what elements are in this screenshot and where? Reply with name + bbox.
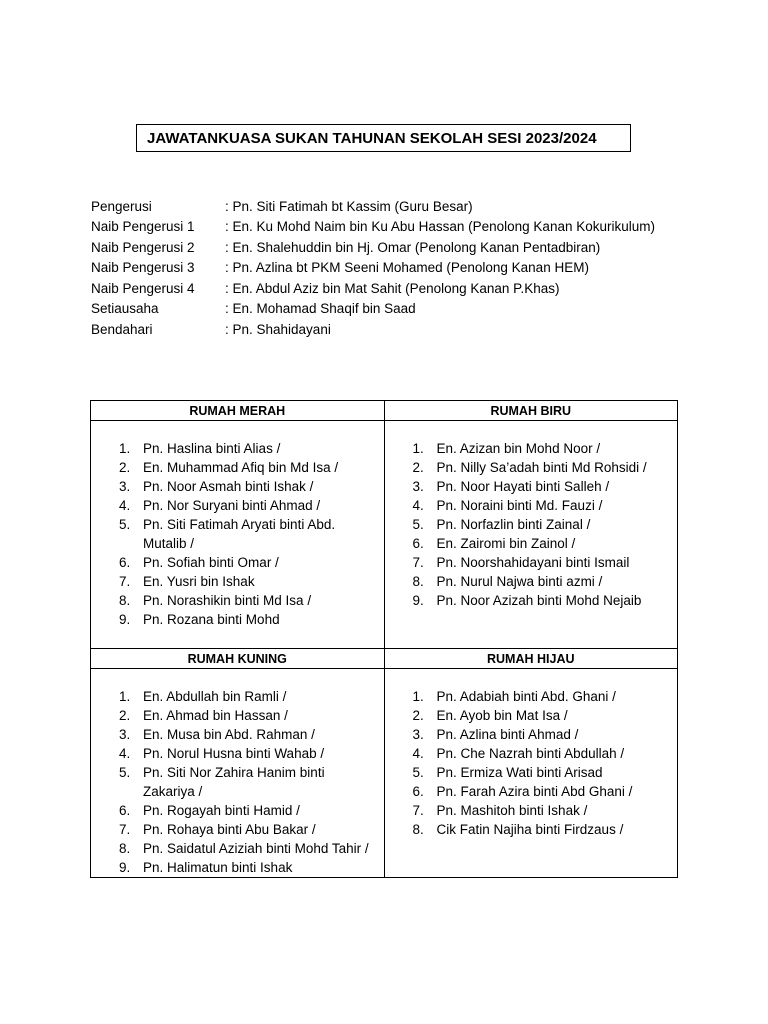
member-name: En. Abdullah bin Ramli / (143, 689, 287, 704)
member-name: Pn. Farah Azira binti Abd Ghani / (436, 784, 633, 799)
member-name: Pn. Nor Suryani binti Ahmad / (143, 498, 321, 513)
member-name: En. Yusri bin Ishak (143, 574, 255, 589)
member-number: 2. (412, 460, 424, 475)
member-name: En. Ayob bin Mat Isa / (436, 708, 568, 723)
member-number: 4. (412, 746, 424, 761)
member-list-kuning (91, 669, 384, 877)
member-item (119, 591, 380, 610)
officer-row (91, 319, 655, 340)
member-item (119, 744, 380, 763)
member-name: Pn. Halimatun binti Ishak (143, 860, 293, 875)
member-number: 6. (412, 784, 424, 799)
member-item (119, 610, 380, 629)
member-number: 6. (119, 555, 131, 570)
member-item (413, 687, 674, 706)
house-cell-biru (384, 421, 678, 649)
member-name: En. Zairomi bin Zainol / (436, 536, 576, 551)
member-name: Pn. Sofiah binti Omar / (143, 555, 279, 570)
member-number: 6. (412, 536, 424, 551)
member-name: Pn. Noraini binti Md. Fauzi / (436, 498, 603, 513)
officer-row (91, 196, 655, 217)
member-item (413, 820, 674, 839)
member-number: 3. (119, 727, 131, 742)
member-number: 9. (119, 612, 131, 627)
member-number: 2. (119, 460, 131, 475)
house-header-row (91, 649, 678, 669)
officer-role: Naib Pengerusi 1 (91, 219, 195, 235)
member-number: 8. (119, 593, 131, 608)
member-number: 3. (412, 479, 424, 494)
member-number: 8. (412, 574, 424, 589)
member-name: Pn. Adabiah binti Abd. Ghani / (436, 689, 616, 704)
member-name: Cik Fatin Najiha binti Firdzaus / (436, 822, 624, 837)
member-name: Pn. Noor Azizah binti Mohd Nejaib (436, 593, 642, 608)
member-list-hijau (385, 669, 678, 839)
member-item (119, 687, 380, 706)
title-text: JAWATANKUASA SUKAN TAHUNAN SEKOLAH SESI 2023/2024 (147, 129, 597, 147)
officer-name: : Pn. Shahidayani (225, 321, 331, 337)
member-number: 3. (119, 479, 131, 494)
member-item (119, 572, 380, 591)
member-number: 2. (412, 708, 424, 723)
officer-name: : En. Shalehuddin bin Hj. Omar (Penolong Kanan Pentadbiran) (225, 239, 601, 255)
officer-row (91, 258, 655, 279)
officer-list (91, 196, 655, 340)
officer-role: Bendahari (91, 321, 153, 337)
member-number: 7. (119, 822, 131, 837)
member-item (413, 458, 674, 477)
member-number: 7. (412, 803, 424, 818)
member-item (119, 477, 380, 496)
member-number: 1. (412, 441, 424, 456)
member-name: Pn. Siti Nor Zahira Hanim binti Zakariya / (143, 765, 325, 799)
member-item (119, 801, 380, 820)
member-item (413, 725, 674, 744)
member-item (413, 534, 674, 553)
member-item (413, 706, 674, 725)
member-name: Pn. Nilly Sa’adah binti Md Rohsidi / (436, 460, 647, 475)
document-title (136, 124, 631, 152)
houses-table (90, 400, 678, 878)
member-name: Pn. Rozana binti Mohd (143, 612, 280, 627)
member-number: 4. (412, 498, 424, 513)
member-item (119, 763, 380, 801)
member-number: 2. (119, 708, 131, 723)
member-name: En. Muhammad Afiq bin Md Isa / (143, 460, 339, 475)
member-name: Pn. Noor Hayati binti Salleh / (436, 479, 610, 494)
member-item (119, 820, 380, 839)
member-item (119, 458, 380, 477)
member-name: Pn. Noor Asmah binti Ishak / (143, 479, 314, 494)
member-item (119, 496, 380, 515)
member-number: 9. (119, 860, 131, 875)
member-name: Pn. Norashikin binti Md Isa / (143, 593, 312, 608)
member-item (119, 553, 380, 572)
member-list-merah (91, 421, 384, 629)
member-item (413, 553, 674, 572)
officer-role: Naib Pengerusi 4 (91, 280, 195, 296)
member-item (413, 591, 674, 610)
member-number: 5. (119, 517, 131, 532)
member-number: 9. (412, 593, 424, 608)
member-name: Pn. Saidatul Aziziah binti Mohd Tahir / (143, 841, 369, 856)
officer-role: Naib Pengerusi 3 (91, 260, 195, 276)
member-item (413, 477, 674, 496)
officer-row (91, 217, 655, 238)
member-name: Pn. Rohaya binti Abu Bakar / (143, 822, 316, 837)
house-header-hijau: RUMAH HIJAU (384, 649, 678, 669)
member-number: 3. (412, 727, 424, 742)
house-members-row (91, 669, 678, 878)
officer-role: Naib Pengerusi 2 (91, 239, 195, 255)
member-name: Pn. Rogayah binti Hamid / (143, 803, 300, 818)
officer-name: : En. Abdul Aziz bin Mat Sahit (Penolong Kanan P.Khas) (225, 280, 560, 296)
member-number: 5. (412, 765, 424, 780)
member-item (413, 744, 674, 763)
member-item (119, 515, 380, 553)
member-name: En. Ahmad bin Hassan / (143, 708, 288, 723)
member-item (413, 763, 674, 782)
officer-row (91, 278, 655, 299)
officer-name: : Pn. Azlina bt PKM Seeni Mohamed (Penolong Kanan HEM) (225, 260, 589, 276)
member-item (119, 839, 380, 858)
member-number: 7. (119, 574, 131, 589)
member-item (413, 572, 674, 591)
officer-name: : En. Ku Mohd Naim bin Ku Abu Hassan (Penolong Kanan Kokurikulum) (225, 219, 655, 235)
officer-row (91, 237, 655, 258)
member-number: 4. (119, 746, 131, 761)
officer-name: : En. Mohamad Shaqif bin Saad (225, 301, 416, 317)
member-number: 8. (119, 841, 131, 856)
member-name: Pn. Mashitoh binti Ishak / (436, 803, 588, 818)
officer-role: Pengerusi (91, 198, 152, 214)
house-cell-merah (91, 421, 385, 649)
house-cell-hijau (384, 669, 678, 878)
member-name: Pn. Norul Husna binti Wahab / (143, 746, 325, 761)
officer-row (91, 299, 655, 320)
member-number: 5. (119, 765, 131, 780)
member-item (413, 782, 674, 801)
member-item (119, 706, 380, 725)
member-item (119, 725, 380, 744)
member-name: En. Azizan bin Mohd Noor / (436, 441, 601, 456)
member-number: 1. (412, 689, 424, 704)
house-header-row (91, 401, 678, 421)
member-number: 8. (412, 822, 424, 837)
member-name: Pn. Che Nazrah binti Abdullah / (436, 746, 625, 761)
member-number: 1. (119, 441, 131, 456)
house-cell-kuning (91, 669, 385, 878)
member-item (413, 439, 674, 458)
house-header-biru: RUMAH BIRU (384, 401, 678, 421)
member-number: 4. (119, 498, 131, 513)
member-name: Pn. Siti Fatimah Aryati binti Abd. Mutalib / (143, 517, 336, 551)
member-item (119, 858, 380, 877)
member-name: Pn. Nurul Najwa binti azmi / (436, 574, 603, 589)
member-name: Pn. Azlina binti Ahmad / (436, 727, 579, 742)
member-number: 7. (412, 555, 424, 570)
member-number: 1. (119, 689, 131, 704)
member-item (413, 515, 674, 534)
member-number: 5. (412, 517, 424, 532)
member-number: 6. (119, 803, 131, 818)
house-members-row (91, 421, 678, 649)
member-name: En. Musa bin Abd. Rahman / (143, 727, 315, 742)
member-name: Pn. Noorshahidayani binti Ismail (436, 555, 630, 570)
member-name: Pn. Norfazlin binti Zainal / (436, 517, 591, 532)
member-list-biru (385, 421, 678, 610)
member-item (413, 496, 674, 515)
member-name: Pn. Haslina binti Alias / (143, 441, 281, 456)
officer-role: Setiausaha (91, 301, 159, 317)
member-item (413, 801, 674, 820)
officer-name: : Pn. Siti Fatimah bt Kassim (Guru Besar) (225, 198, 473, 214)
house-header-merah: RUMAH MERAH (91, 401, 385, 421)
member-item (119, 439, 380, 458)
member-name: Pn. Ermiza Wati binti Arisad (436, 765, 603, 780)
house-header-kuning: RUMAH KUNING (91, 649, 385, 669)
